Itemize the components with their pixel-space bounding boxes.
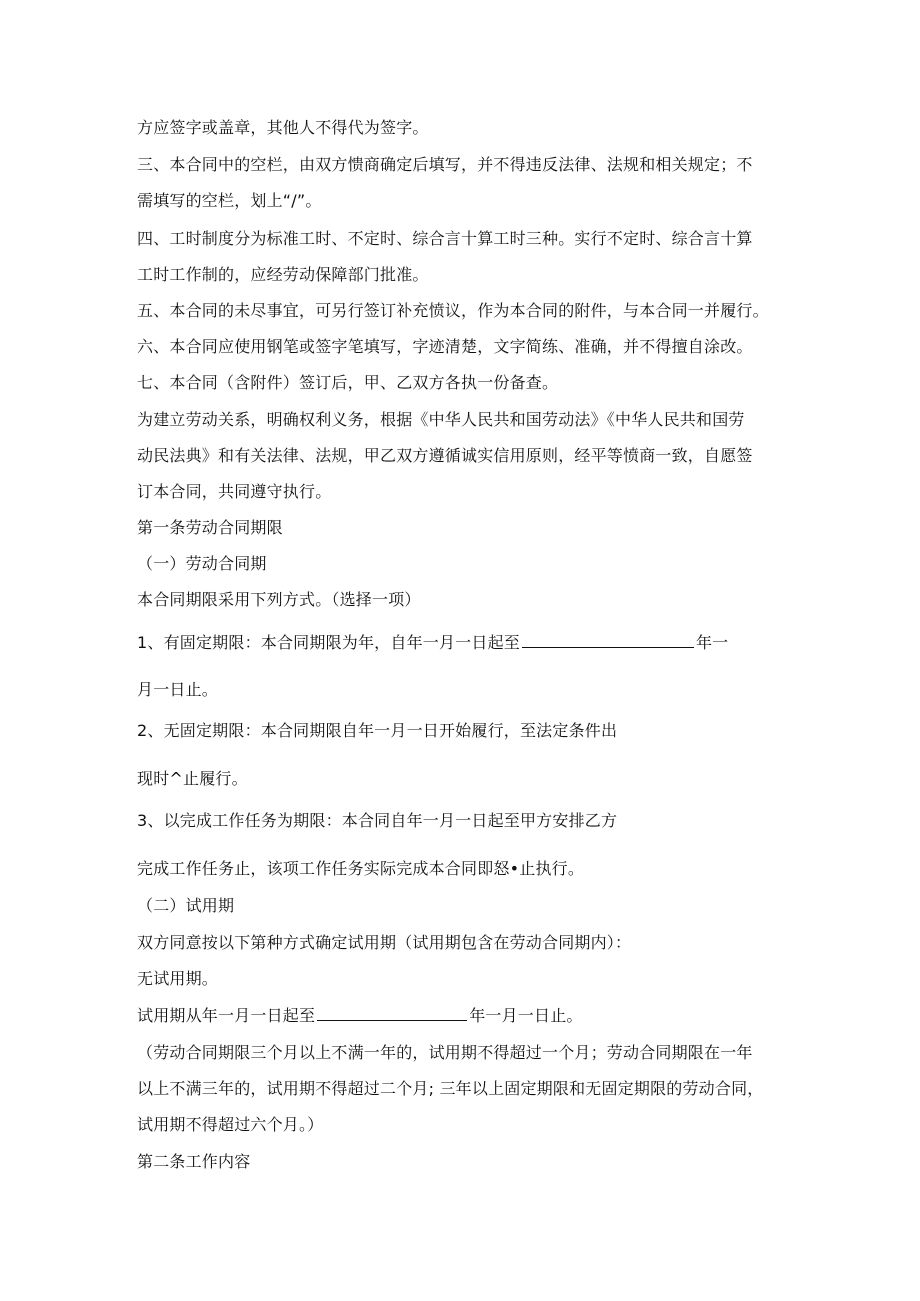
text-line: 以上不满三年的，试用期不得超过二个月; 三年以上固定期限和无固定期限的劳动合同， bbox=[137, 1079, 764, 1098]
text-segment: 1、有固定期限：本合同期限为年，自年一月一日起至 bbox=[137, 633, 520, 652]
section-heading: 第二条工作内容 bbox=[137, 1152, 251, 1171]
text-line: 3、以完成工作任务为期限：本合同自年一月一日起至甲方安排乙方 bbox=[137, 811, 618, 830]
fill-in-blank bbox=[317, 1004, 467, 1021]
text-line-with-blank bbox=[137, 1004, 583, 1027]
subsection-heading: （二）试用期 bbox=[137, 896, 235, 915]
text-line: 四、工时制度分为标准工时、不定时、综合言十算工时三种。实行不定时、综合言十算 bbox=[137, 229, 753, 248]
text-line: 六、本合同应使用钢笔或签字笔填写，字迹清楚，文字简练、准确，并不得擅自涂改。 bbox=[137, 337, 753, 356]
text-line: 无试用期。 bbox=[137, 969, 219, 988]
fill-in-blank bbox=[522, 631, 694, 648]
section-heading: 第一条劳动合同期限 bbox=[137, 518, 283, 537]
text-line: 2、无固定期限：本合同期限自年一月一日开始履行，至法定条件出 bbox=[137, 721, 618, 740]
text-line: 双方同意按以下第种方式确定试用期（试用期包含在劳动合同期内）： bbox=[137, 933, 632, 952]
text-line: 五、本合同的未尽事宜，可另行签订补充愤议，作为本合同的附件，与本合同一并履行。 bbox=[137, 301, 769, 320]
text-line: 本合同期限采用下列方式。（选择一项） bbox=[137, 590, 421, 609]
text-line: 试用期不得超过六个月。） bbox=[137, 1115, 324, 1134]
text-segment: 试用期从年一月一日起至 bbox=[137, 1006, 316, 1025]
text-segment: 年一 bbox=[695, 633, 729, 652]
text-line: 完成工作任务止，该项工作任务实际完成本合同即怒•止执行。 bbox=[137, 859, 585, 878]
text-line: 订本合同，共同遵守执行。 bbox=[137, 482, 332, 501]
text-line: 现时^止履行。 bbox=[137, 769, 248, 788]
text-line: 需填写的空栏，划上“/”。 bbox=[137, 191, 322, 210]
text-line: 月一日止。 bbox=[137, 680, 219, 699]
text-line: （劳动合同期限三个月以上不满一年的，试用期不得超过一个月；劳动合同期限在一年 bbox=[137, 1043, 753, 1062]
subsection-heading: （一）劳动合同期 bbox=[137, 554, 267, 573]
text-line: 三、本合同中的空栏，由双方愦商确定后填写，并不得违反法律、法规和相关规定；不 bbox=[137, 155, 753, 174]
text-line: 七、本合同（含附件）签订后，甲、乙双方各执一份备查。 bbox=[137, 373, 559, 392]
text-line-with-blank bbox=[137, 631, 728, 654]
text-line: 动民法典》和有关法律、法规，甲乙双方遵循诚实信用原则，经平等愤商一致，自愿签 bbox=[137, 446, 753, 465]
text-line: 为建立劳动关系，明确权利义务，根据《中华人民共和国劳动法》《中华人民共和国劳 bbox=[137, 410, 745, 429]
text-line: 方应签字或盖章，其他人不得代为签字。 bbox=[137, 118, 429, 137]
text-segment: 年一月一日止。 bbox=[469, 1006, 583, 1025]
text-line: 工时工作制的，应经劳动保障部门批准。 bbox=[137, 265, 429, 284]
